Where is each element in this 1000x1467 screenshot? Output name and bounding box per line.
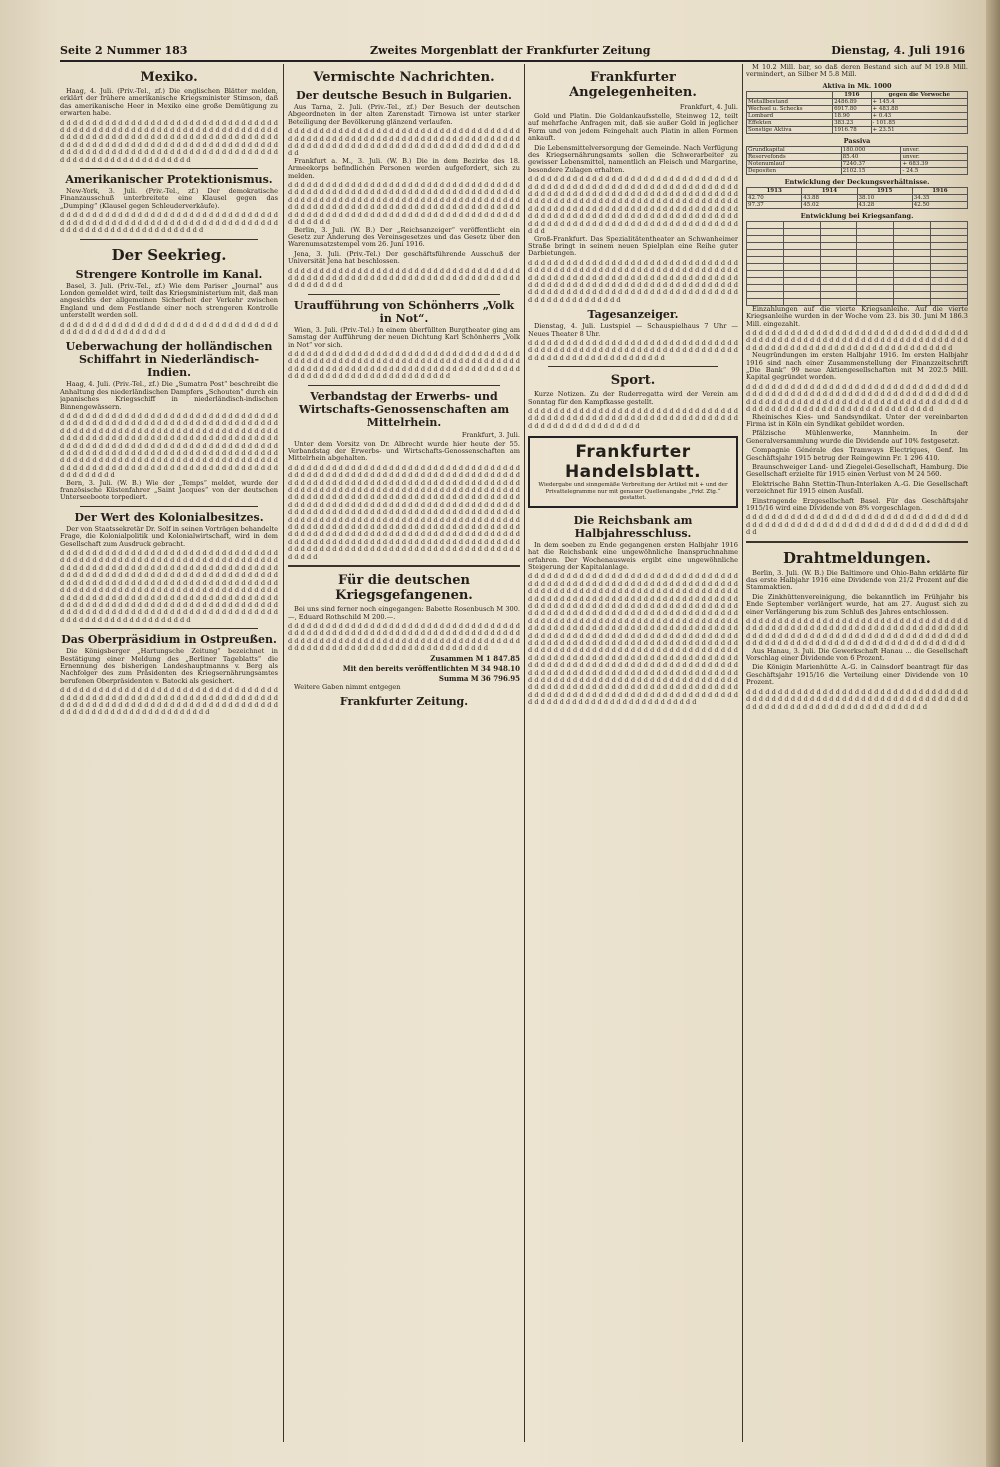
table-cell (857, 277, 894, 284)
table-cell: Depositen (747, 167, 842, 174)
column-rule (524, 64, 525, 1442)
table-cell: 34.35 (912, 194, 967, 201)
article-koenigin: Die Königin Marienhütte A.-G. in Cainsdorf beantragt für das Geschäftsjahr 1915/16 die Verteilung einer Dividende von 10 Prozent. (746, 663, 968, 687)
table-cell (783, 284, 820, 291)
table-cell (820, 284, 857, 291)
handelsblatt-subtitle: Wiedergabe und sinngemäße Verbreitung der Artikel mit + und der Privattelegramme nur mit genauer Quellenangabe „Frkf. Ztg.“ gestattet. (538, 482, 728, 502)
article-filler: d d d d d d d d d d d d d d d d d d d d d d d d d d d d d d d d d d d d d d d d d d d d d d d d d d d d d d d d d d d d d d d d d d d d d d d d d d d d d d d d d d d d d d d d d d d d d d d d d d d d d d d d d d d d d d d d d d d d d d d d d d d d d d d d d d d d d d d d d d d d d d d d d d d d d d d d d d d d d d d d d d d d d d d d d d d d d d d d d d d d d d d d d d d d d d d d d d d d d d d d d d d d d d d d d d d d d d d d d d d d d d d d d d d d d d d d d d d d d d d d d d d d d d d d d d d d d d d d d d d d d d d d d d d d d d d d d d d d d d d d d d d d d d d d d d d d d d d d d d d d d d d d d d d d d d d d d d d d d d d d d d d d d d d d d d d d d d d d d d d d d d d d d d d d d d d d d d d d d d d d d d d d d d d d d d d d d d d d d d d d d d d d d d d d d d d d d d d d d d d d d d d d d d d d d d d d d d d d d d d d d d d d d d d d d d d d d d d d d d d d d d d d d d d d d d d d d d d d d d d d d d d d d d d d d d d d d d d d d d d d d d d d d d d d d d d d d d d d d d d d d d d d d d d d d d d d d d d d d d d d d d d d d d d d d d d d d d d d d d d d d d d d d d d d d d d d d d d d d d d d d d d d d d d d d d d d d d d d d d d d d d d d d d d d (528, 572, 738, 707)
heading-schoenherr: Uraufführung von Schönherrs „Volk in Not“. (293, 298, 515, 325)
subtotal-label: Zusammen (430, 653, 474, 663)
article-filler: d d d d d d d d d d d d d d d d d d d d d d d d d d d d d d d d d d d d d d d d d d d d d d d d d d d d d d d d d d d d d d d d d d d d d d d d d d d d d d d d d d d d d d d d d d d d d d d d d d d d d d d (746, 329, 968, 352)
column-1 (60, 64, 278, 1442)
table-cell: Grundkapital (747, 146, 842, 153)
table-cell (894, 228, 931, 235)
table-cell: 1915 (857, 187, 912, 194)
table-aktiva-title: Aktiva in Mk. 1000 (822, 81, 892, 90)
heading-drahtmeldungen: Drahtmeldungen. (782, 548, 932, 567)
dateline-verband: Frankfurt, 3. Juli. (461, 430, 520, 439)
table-row (747, 167, 968, 174)
article-holland: Haag, 4. Juli. (Priv.-Tel., zf.) Die „Sumatra Post“ beschreibt die Anhaltung des niederländischen Dampfers „Schouten“ durch ein japanisches Kriegsschiff in niederländisch-indischen Binnengewässern. (60, 380, 278, 411)
table-cell: + 683.39 (901, 160, 968, 167)
table-cell (783, 242, 820, 249)
table-cell (747, 270, 784, 277)
table-cell (783, 270, 820, 277)
table-cell (747, 256, 784, 263)
article-filler: d d d d d d d d d d d d d d d d d d d d d d d d d d d d d d d d d d d d d d d d d d d d d d d d d d d d d d d d d d d d d d d d d d d d d d d d d d d d d d d d d d d d (528, 407, 738, 430)
table-cell (931, 270, 968, 277)
table-cell (931, 221, 968, 228)
table-aktiva (746, 91, 968, 134)
table-cell (747, 242, 784, 249)
heading-oberpraesidium: Das Oberpräsidium in Ostpreußen. (61, 633, 277, 647)
table-cell: 42.70 (747, 194, 802, 201)
table-cell: 1913 (747, 187, 802, 194)
table-cell: Notenumlauf (747, 160, 842, 167)
table-cell (931, 249, 968, 256)
article-filler: d d d d d d d d d d d d d d d d d d d d d d d d d d d d d d d d d d d d d d d d d d d d d d d d d d d d d d d d d d d d d d d d d d d d d d d d d d d d d d d d d d d d d d d d d d d d d d d d d d d d d d d d d d d d d d d d d d d d d d d d d d d d d d d d d d d d d d d d d d d d (746, 617, 968, 648)
table-cell: unver. (901, 153, 968, 160)
table-cell (783, 277, 820, 284)
table-cell (747, 221, 784, 228)
table-cell (747, 284, 784, 291)
previous-value: M 34 948.10 (470, 663, 520, 673)
table-row (747, 119, 968, 126)
table-cell (783, 263, 820, 270)
table-passiva-title: Passiva (843, 136, 871, 145)
page-edge (986, 0, 1000, 1467)
table-cell: Wechsel u. Schecks (747, 105, 833, 112)
handelsblatt-title: Frankfurter Handelsblatt. (564, 442, 702, 483)
article-theater: Groß-Frankfurt. Das Spezialitätentheater an Schwanheimer Straße bringt in seinem neuen Spielplan eine Reihe guter Darbietungen. (528, 234, 738, 258)
table-cell: Reservefonds (747, 153, 842, 160)
table-cell: 383.23 (833, 119, 871, 126)
article-filler: d d d d d d d d d d d d d d d d d d d d d d d d d d d d d d d d d d d d d d d d d d d d d d d d d d d d d d d d d d d d d d d d d d d d d d d d d d d d d d d d d d d d d d d d d d d (60, 211, 278, 235)
table-row (747, 284, 968, 291)
heading-kolonial: Der Wert des Kolonialbesitzes. (74, 510, 264, 524)
column-3 (528, 64, 738, 1442)
table-cell: Lombard (747, 112, 833, 119)
table-cell (857, 228, 894, 235)
table-row (747, 270, 968, 277)
article-verband: Unter dem Vorsitz von Dr. Albrecht wurde hier heute der 55. Verbandstag der Erwerbs- und Wirtschafts-Genossenschaften am Mittelrhein abgehalten. (288, 439, 520, 463)
table-cell (931, 235, 968, 242)
table-row (747, 228, 968, 235)
table-cell (747, 263, 784, 270)
table-cell (894, 221, 931, 228)
table-cell (931, 277, 968, 284)
article-anleihe: Einzahlungen auf die vierte Kriegsanleihe. Auf die vierte Kriegsanleihe wurden in der Woche vom 23. bis 30. Juni M 186.3 Mill. eingezahlt. (746, 304, 968, 328)
table-cell (783, 235, 820, 242)
total-value: M 36 796.95 (470, 673, 520, 683)
table-cell (783, 221, 820, 228)
article-filler: d d d d d d d d d d d d d d d d d d d d d d d d d d d d d d d d d d d d d d d d d d d d d d d d d d d (60, 320, 278, 336)
table-cell (894, 249, 931, 256)
table-cell (857, 249, 894, 256)
table-cell (857, 270, 894, 277)
table-cell (931, 228, 968, 235)
table-cell: Sonstige Aktiva (747, 126, 833, 133)
table-cell (783, 291, 820, 298)
table-cell: 43.88 (802, 194, 857, 201)
article-filler: d d d d d d d d d d d d d d d d d d d d d d d d d d d d d d d d d d d d d d d d d d d d d d d d d d d d d d d d d d d d d d d d d d d d d d d d d d d d d d d d d d d d d d d d d d d d d d d d d d d d d d d d d d d d d d d d d d d d d d d d d d d d d d d d d d d d d d d d d d d d d d d d d d d d d d d d d d d d d d d d d d d d d d d d d d d d d d d d d d d d (528, 258, 738, 304)
masthead (60, 42, 965, 62)
table-cell (931, 263, 968, 270)
table-cell: gegen die Vorwoche (871, 91, 967, 98)
table-cell (820, 221, 857, 228)
article-frankfurt: Frankfurt a. M., 3. Juli. (W. B.) Die in dem Bezirke des 18. Armeekorps befindlichen Personen werden aufgefordert, sich zu melden. (288, 156, 520, 180)
issue-date: Dienstag, 4. Juli 1916 (831, 44, 965, 57)
article-pfalz: Pfälzische Mühlenwerke, Mannheim. In der Generalversammlung wurde die Dividende auf 10% festgesetzt. (746, 429, 968, 445)
article-jena: Jena, 3. Juli. (Priv.-Tel.) Der geschäftsführende Ausschuß der Universität Jena hat beschlossen. (288, 249, 520, 266)
table-cell (820, 291, 857, 298)
table-cell (894, 277, 931, 284)
article-tramway: Compagnie Générale des Tramways Électriques, Genf. Im Geschäftsjahr 1915 betrug der Reingewinn Fr. 1 296 410. (746, 446, 968, 462)
article-filler: d d d d d d d d d d d d d d d d d d d d d d d d d d d d d d d d d d d d d d d d d d d d d d d d d d d d d d d d d d d d d d d d d d d d d d d d (746, 513, 968, 537)
donation-previous (288, 664, 520, 673)
total-label: Summa (438, 673, 469, 683)
heading-kanal: Strengere Kontrolle im Kanal. (75, 267, 263, 281)
heading-gefangene: Für die deutschen Kriegsgefangenen. (335, 573, 473, 604)
table-cell (783, 249, 820, 256)
article-draht2: Die Zinkhüttenvereinigung, die bekanntlich im Frühjahr bis Ende September verlängert wurde, hat am 27. August sich zu einer Verlängerung bis zum Schluß des Jahres entschlossen. (746, 592, 968, 616)
table-cell (857, 291, 894, 298)
table-cell: 97.37 (747, 201, 802, 208)
article-hanau: Aus Hanau, 3. Juli. Die Gewerkschaft Hanau ... die Gesellschaft Vorschlag einer Dividende von 6 Prozent. (746, 646, 968, 663)
table-row (747, 105, 968, 112)
article-top: M 10.2 Mill. bar, so daß deren Bestand sich auf M 19.8 Mill. vermindert, an Silber M 5.8 Mill. (746, 64, 968, 79)
table-cell: Metallbestand (747, 98, 833, 105)
table-row (747, 160, 968, 167)
table-row (747, 263, 968, 270)
donation-subtotal (288, 654, 520, 663)
table-cell: 85.40 (841, 153, 901, 160)
previous-label: Mit den bereits veröffentlichten (342, 663, 469, 673)
table-cell: + 23.51 (871, 126, 967, 133)
table-cell: unver. (901, 146, 968, 153)
table-cell: 6917.80 (833, 105, 871, 112)
article-protektionismus: New-York, 3. Juli. (Priv.-Tel., zf.) Der demokratische Finanzausschuß unterbreitete eine Klausel gegen das „Dumping“ (Klausel gegen Schleuderverkäufe). (60, 187, 278, 210)
table-header (747, 91, 968, 98)
article-sport: Kurze Notizen. Zu der Ruderregatta wird der Verein am Sonntag für den Kampfkasse gestellt. (528, 390, 738, 406)
table-deckung-title: Entwicklung der Deckungsverhältnisse. (784, 177, 930, 186)
table-row (747, 221, 968, 228)
article-bern: Bern, 3. Juli. (W. B.) Wie der „Temps“ meldet, wurde der französische Küstenfahrer „Saint Jacques“ von der deutschen Unterseeboote torpediert. (60, 478, 278, 502)
table-cell: 2486.89 (833, 98, 871, 105)
article-filler: d d d d d d d d d d d d d d d d d d d d d d d d d d d d d d d d d d d d d d d d d d d d d d d d d d d d d d d d d d d d d d d d d d d d d d d d d d d d d d d d d d d d d d d d d d d d d d d d d d d d d d d d d d d d d d d d d d d d d d d d d d d d d d d d d d d d d d d d d (288, 349, 520, 381)
table-cell: 45.02 (802, 201, 857, 208)
article-filler: d d d d d d d d d d d d d d d d d d d d d d d d d d d d d d d d d d d d d d d d d d d d d d d d d d d d d d d d d d d d d d d d d d d d d d d d d d d d d d d d d d d d d d d d d d d d d d d d d d d d d d d d d d d d d d d d d d d d d d d d d d d d d d d d d d d d d d d d d d d d d d d d d d d d d d d d d d d d d d d d d d d d d d d d d d d d d d d d d d d d d d d d d d d d d d d d d d d d d d d d d d d d d d d d d d d d d d d d d d d d d d d d d d d d d d d d d d d d d d d d d d d d d d d d d d d d d d d d d d d d d d d d d d d d d d d d d d d d d d d d d d d d d d d d d d d d d d d d d d d d d d d d d d d d d d d d d d d d d d d d d d d d d d d d d d d d d d d d d d d d d d d d d d d d d d d d d d d d d d d d d d d d d d d d d d d d d d d d d d d d d d d d d d d d d d d d d d d d d d d d d d d d d d d d d d d d d d d d d d d d d d d d d d d d d d d d d d d d d d d d d d d d d d d d d (288, 463, 520, 561)
heading-vermischt: Vermischte Nachrichten. (313, 70, 495, 85)
heading-sport: Sport. (610, 373, 656, 389)
table-cell: + 483.88 (871, 105, 967, 112)
article-filler: d d d d d d d d d d d d d d d d d d d d d d d d d d d d d d d d d d d d d d d d d d d d d d d d d d d d d d d d d d d d d d d d d d d d d d d d d d d d d d d d d d d d d d d d d d d d d d d d d d d d d d d d d d d d d d d d d d d d d d d d d d d d d d d d d d d d d d d d d d d d d d d d d d d d d d d d d d d d d d d d d d d d d d d d d d d d d d d d d d d d d d d d d d d d d d d d d d d d d d d d d d d d d d d d d d d d d d d d d d d d d d d d d d d d d d d d d d (528, 175, 738, 236)
table-cell: 1914 (802, 187, 857, 194)
article-schoenherr: Wien, 3. Juli. (Priv.-Tel.) In einem überfüllten Burgtheater ging am Samstag der Aufführung der neuen Dichtung Karl Schönherrs „Volk in Not“ vor sich. (288, 325, 520, 349)
table-row (747, 201, 968, 208)
article-einstragend: Einstragende Erzgesellschaft Basel. Für das Geschäftsjahr 1915/16 wird eine Dividende von 8% vorgeschlagen. (746, 496, 968, 512)
table-deckung (746, 187, 968, 209)
table-cell: 7240.37 (841, 160, 901, 167)
table-cell (820, 242, 857, 249)
subtotal-value: M 1 847.85 (475, 653, 520, 663)
page-number: Seite 2 Nummer 183 (60, 44, 188, 57)
article-filler: d d d d d d d d d d d d d d d d d d d d d d d d d d d d d d d d d d d d d d d d d d d d d d d d d d d d d d d d d d d d d d d d d d d d d d d d d d d d d d d d d d d d d d d d d d d d d d d d d d d d d d d d d d d d d d d d d d d d d d d d d d d d d d d d d d d d d d d d d d d d d d d d d d d d d d d d d d d d d d d d d d d d d d d d d d d d d d d d d d d d d d d d d d d d d d d d (288, 181, 520, 227)
article-kanal: Basel, 3. Juli. (Priv.-Tel., zf.) Wie dem Pariser „Journal“ aus London gemeldet wird, teilt das Kriegsministerium mit, daß man angesichts der allgemeinen Sicherheit der Verkehr zwischen England und dem Festlande einer noch strengeren Kontrolle unterstellt werden soll. (60, 281, 278, 320)
article-filler: d d d d d d d d d d d d d d d d d d d d d d d d d d d d d d d d d d d d d d d d d d d d d d d d d d d d d d d d d d d d d d d d d d d d d d d d d d d d d d d d d d d d d d d d d d d d d d d d d d d d d d d d d d d d d d d d d (288, 127, 520, 158)
donation-total (288, 674, 520, 683)
table-cell (783, 228, 820, 235)
article-filler: d d d d d d d d d d d d d d d d d d d d d d d d d d d d d d d d d d d d d d d d d d d d d d d d d d d d d d d d d d d d d d d d d d d d d d d d d d d d d d d d d d d d d d d d d d d d d d d d d d d d d d d d d d d d d d d d d d d d d d d d d d d d d d d d d d d d d d d d d d d d d d d d d d d d d d d d d d d d d d d d d d d d d d d d d d d d d d d d d d d d d d d d d d d d d d d d d d d d d d d d d d d d d d d d d d d d d d d d d d d d d d d d d d d d d d d d d d d d d d d d d d d d d d d d d d d d d d d d d d d d d d d d d d d d d d d d d d d d d d d d d (60, 411, 278, 480)
table-cell: 2102.15 (841, 167, 901, 174)
table-cell (820, 277, 857, 284)
article-filler: d d d d d d d d d d d d d d d d d d d d d d d d d d d d d d d d d d d d d d d d d d d d d d d d d d d d d d d d d d d d d d d d d d d d d d d d d d d d d d d d d d d d d d d d d d d d d d d d d d d d d d d d d d d d d d d d d d d d d d d d d d d d d d d d d d d d d d d d d d d d d d d d d d d d d d d d d d d d d d d d d d d d d d d d d d d d d d d d d d d d d d d d d d d d d d d d d d d d d d d d d d d d d d d d d d d d d d d d d d d d d d d d d d d d d d d d d d d d d d d d d d d d d d d d d d d d d d d d d d d d d d d d d d d d d d d d d d d d d d d d d d d d d d d d d d d d d d d d d d d d d d d d d d d d d d d d d d d d d d d d d d d d d d d (60, 549, 278, 624)
table-passiva (746, 146, 968, 175)
column-4 (746, 64, 968, 1442)
article-filler: d d d d d d d d d d d d d d d d d d d d d d d d d d d d d d d d d d d d d d d d d d d d d d d d d d d d d d d d d d d d d d d d d d d d d d d d d d d d d d d d d d d d d d d d (528, 338, 738, 362)
dateline-angel: Frankfurt, 4. Juli. (679, 103, 738, 111)
table-cell: + 0.43 (871, 112, 967, 119)
article-kolonial: Der von Staatssekretär Dr. Solf in seinen Vorträgen behandelte Frage, die Kolonialpolitik und Kolonialwirtschaft, wird in dem Gesellschaft zum Ausdruck gebracht. (60, 524, 278, 548)
table-cell (857, 263, 894, 270)
column-rule (283, 64, 284, 1442)
article-braunschweig: Braunschweiger Land- und Ziegelei-Gesellschaft, Hamburg. Die Gesellschaft erzielte für 1915 einen Verlust von M 24 560. (746, 462, 968, 479)
article-filler: d d d d d d d d d d d d d d d d d d d d d d d d d d d d d d d d d d d d d d d d d d d d d d d d d d d d d d d d d d d d d d d d d d d d d d d d d d d d d d d d d d d d d d d d d d d d d d d d d d d d d d d d d d d d d d d d d d d d d d d d d d d d d d d d d d d d d d d d d d d d d d d d d d d d d d d d d d d d d d d d d d d d d d d d d d d d d d d d d d d d d d d d d d d d d d d (60, 118, 278, 164)
table-cell: 180.000 (841, 146, 901, 153)
table-cell: 1916.78 (833, 126, 871, 133)
table-cell (857, 256, 894, 263)
table-cell (857, 221, 894, 228)
table-cell (783, 256, 820, 263)
footer-signature: Frankfurter Zeitung. (339, 694, 469, 708)
table-row (747, 277, 968, 284)
table-cell (931, 256, 968, 263)
article-filler: d d d d d d d d d d d d d d d d d d d d d d d d d d d d d d d d d d d d d d d d d d d d d d d d d d d d d d d d d d d d d d d d d d d d d d d d d d d d d d d d d d d d d d d d d d d d d d d d d d d (746, 687, 968, 711)
table-cell (857, 242, 894, 249)
table-cell (747, 228, 784, 235)
heading-tagesanzeiger: Tagesanzeiger. (587, 308, 679, 322)
table-cell (894, 270, 931, 277)
article-neugruendungen: Neugründungen im ersten Halbjahr 1916. Im ersten Halbjahr 1916 sind nach einer Zusammenstellung der Finanzzeitschrift „Die Bank“ 99 neue Aktiengesellschaften mit M 202.5 Mill. Kapital gegründet worden. (746, 351, 968, 382)
table-cell (894, 284, 931, 291)
heading-protektionismus: Amerikanischer Protektionismus. (65, 173, 273, 187)
table-row (747, 153, 968, 160)
heading-verband: Verbandstag der Erwerbs- und Wirtschafts-Genossenschaften am Mittelrhein. (298, 389, 510, 429)
article-filler: d d d d d d d d d d d d d d d d d d d d d d d d d d d d d d d d d d d d d d d d d d d d d d d d d d d d d d d d d d d d d d d d d d d d d d d d d d d d d d d d d d d (288, 266, 520, 290)
article-versorgung: Die Lebensmittelversorgung der Gemeinde. Nach Verfügung des Kriegsernährungsamts sollen die Schwerarbeiter zu gewisser Lebensmittel, namentlich an Fleisch und Margarine, besondere Zulagen erhalten. (528, 143, 738, 174)
heading-bulgarien: Der deutsche Besuch in Bulgarien. (296, 89, 512, 102)
table-cell: Effekten (747, 119, 833, 126)
article-filler: d d d d d d d d d d d d d d d d d d d d d d d d d d d d d d d d d d d d d d d d d d d d d d d d d d d d d d d d d d d d d d d d d d d d d d d d d d d d d d d d d d d d d d d d d d d d d d d d d d d d d d d d d d d d d d d d d d d d d d d d d d d d d d d d d d d d d d d (746, 382, 968, 414)
article-filler: d d d d d d d d d d d d d d d d d d d d d d d d d d d d d d d d d d d d d d d d d d d d d d d d d d d d d d d d d d d d d d d d d d d d d d d d d d d d d d d d d d d d d d d d d d d d d d d d d d d d d d d d d d d d d d d d d d d d d d d d d d d d d d d d d d d d d d d d d d d d d d d (288, 621, 520, 653)
table-cell (820, 263, 857, 270)
article-filler: d d d d d d d d d d d d d d d d d d d d d d d d d d d d d d d d d d d d d d d d d d d d d d d d d d d d d d d d d d d d d d d d d d d d d d d d d d d d d d d d d d d d d d d d d d d d d d d d d d d d d d d d d d d d d d d d d d d d d d d d d d d d d d (60, 686, 278, 717)
table-cell (931, 242, 968, 249)
table-cell (894, 263, 931, 270)
handelsblatt-box (528, 436, 738, 508)
table-cell (857, 235, 894, 242)
table-kriegsanfang-title: Entwicklung bei Kriegsanfang. (800, 211, 914, 220)
article-mexiko: Haag, 4. Juli. (Priv.-Tel., zf.) Die englischen Blätter melden, erklärt der frühere amerikanische Kriegsminister Stimson, daß das amerikanische Heer in Mexiko eine große Demütigung zu erwarten habe. (60, 87, 278, 118)
table-cell (747, 291, 784, 298)
table-cell (747, 249, 784, 256)
column-2 (288, 64, 520, 1442)
heading-mexiko: Mexiko. (140, 70, 198, 85)
article-oberpraesidium: Die Königsberger „Hartungsche Zeitung“ bezeichnet in Bestätigung einer Meldung des „Berliner Tageblatts“ die Ernennung des bisherigen Landeshauptmanns v. Berg als Nachfolger des zum Präsidenten des Kriegsernährungsamtes berufenen Oberpräsidenten v. Batocki als gesichert. (60, 647, 278, 685)
table-cell: - 101.85 (871, 119, 967, 126)
table-row (747, 256, 968, 263)
heading-angelegenheiten: Frankfurter Angelegenheiten. (569, 70, 697, 100)
table-row (747, 146, 968, 153)
footer-note: Weitere Gaben nimmt entgegen (294, 682, 401, 691)
table-row (747, 242, 968, 249)
table-cell (820, 249, 857, 256)
table-row (747, 249, 968, 256)
table-cell: 43.28 (857, 201, 912, 208)
heading-seekrieg: Der Seekrieg. (111, 245, 227, 264)
article-berlin: Berlin, 3. Juli. (W. B.) Der „Reichsanzeiger“ veröffentlicht ein Gesetz zur Änderung des Vereinsgesetzes und das Gesetz über den Warenumsatzstempel vom 26. Juni 1916. (288, 225, 520, 249)
article-rheinisch: Rheinisches Kies- und Sandsyndikat. Unter der vereinbarten Firma ist in Köln ein Syndikat gebildet worden. (746, 412, 968, 428)
heading-reichsbank: Die Reichsbank am Halbjahresschluss. (573, 513, 693, 540)
table-cell: - 24.5 (901, 167, 968, 174)
table-cell: 38.10 (857, 194, 912, 201)
table-header (747, 187, 968, 194)
table-cell: 42.50 (912, 201, 967, 208)
table-cell: 1916 (912, 187, 967, 194)
heading-holland: Ueberwachung der holländischen Schiffahrt in Niederländisch-Indien. (65, 340, 273, 380)
column-rule (742, 64, 743, 1442)
article-draht: Berlin, 3. Juli. (W. B.) Die Baltimore und Ohio-Bahn erklärte für das erste Halbjahr 1916 eine Dividende von 21/2 Prozent auf die Stammaktien. (746, 568, 968, 592)
table-cell (931, 284, 968, 291)
article-bulgarien: Aus Tarna, 2. Juli. (Priv.-Tel., zf.) Der Besuch der deutschen Abgeordneten in der alten Zarenstadt Tirnowa ist unter starker Beteiligung der Bevölkerung glänzend verlaufen. (288, 103, 520, 126)
newspaper-title: Zweites Morgenblatt der Frankfurter Zeitung (370, 44, 651, 57)
table-cell (747, 277, 784, 284)
table-cell (820, 270, 857, 277)
table-cell (931, 291, 968, 298)
article-gefangene: Bei uns sind ferner noch eingegangen: Babette Rosenbusch M 300.—, Eduard Rothschild M 200.—. (288, 605, 520, 621)
table-cell (820, 228, 857, 235)
table-cell: + 145.4 (871, 98, 967, 105)
article-elektrisch: Elektrische Bahn Stettin-Thun-Interlaken A.-G. Die Gesellschaft verzeichnet für 1915 einen Ausfall. (746, 479, 968, 496)
table-cell: 1916 (833, 91, 871, 98)
table-row (747, 235, 968, 242)
table-row (747, 98, 968, 105)
table-kriegsanfang (746, 221, 968, 306)
table-cell (894, 242, 931, 249)
table-cell (894, 291, 931, 298)
table-cell (820, 256, 857, 263)
table-cell: 18.90 (833, 112, 871, 119)
article-reichsbank: In dem soeben zu Ende gegangenen ersten Halbjahr 1916 hat die Reichsbank eine ungewöhnliche Inanspruchnahme erfahren. Der Wochenausweis ergibt eine ungewöhnliche Steigerung der Kapitalanlage. (528, 540, 738, 571)
article-tagesanzeiger: Dienstag, 4. Juli. Lustspiel — Schauspielhaus 7 Uhr — Neues Theater 8 Uhr. (528, 322, 738, 338)
table-row (747, 112, 968, 119)
table-row (747, 126, 968, 133)
table-cell (747, 235, 784, 242)
table-cell (820, 235, 857, 242)
table-cell (747, 91, 833, 98)
table-cell (894, 235, 931, 242)
table-row (747, 291, 968, 298)
table-row (747, 194, 968, 201)
article-gold: Gold und Platin. Die Goldankaufsstelle, Steinweg 12, teilt auf mehrfache Anfragen mit, daß sie außer Gold in jeglicher Form und von jedem Feingehalt auch Platin in allen Formen ankauft. (528, 112, 738, 143)
table-cell (857, 284, 894, 291)
table-cell (894, 256, 931, 263)
